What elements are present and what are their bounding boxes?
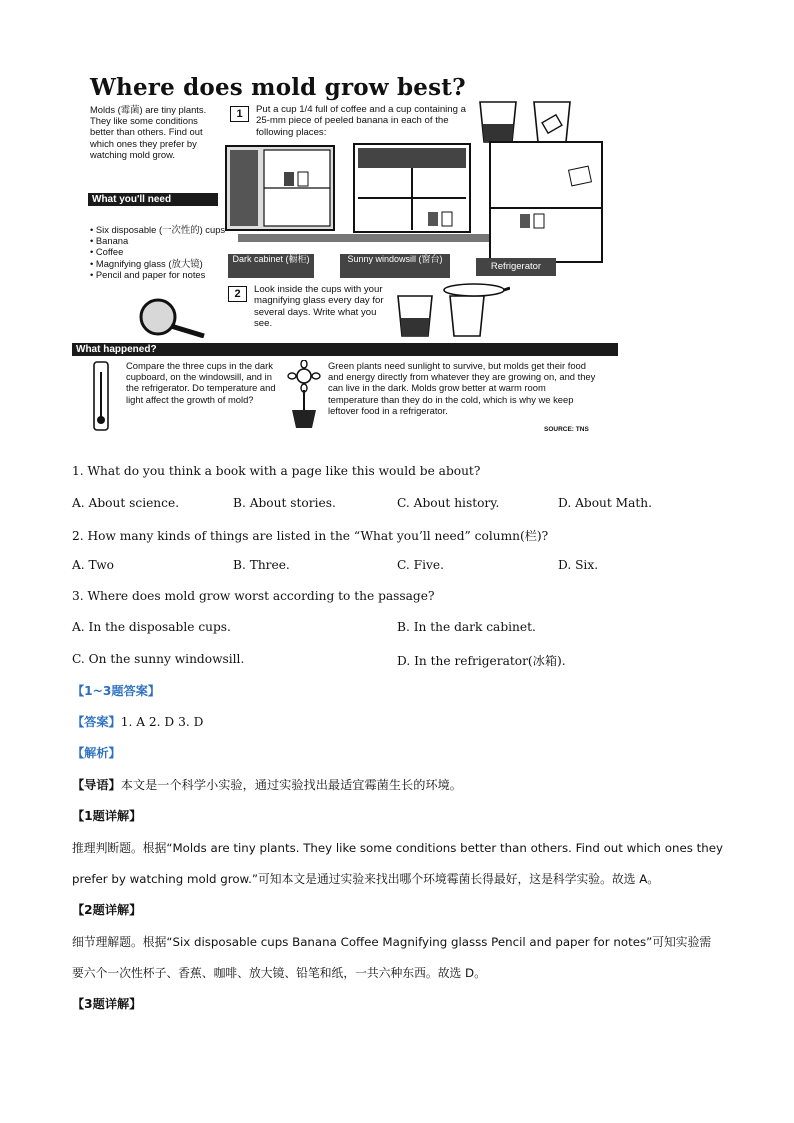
q2-option-b: B. Three. (233, 558, 290, 572)
need-header: What you'll need (88, 193, 218, 206)
thermometer-icon (90, 360, 112, 432)
q1-option-c: C. About history. (397, 496, 500, 510)
need-item: • Magnifying glass (放大镜) (90, 257, 203, 269)
q1-detail-line-2: prefer by watching mold grow.”可知本文是通过实验来找出哪个环境霉菌长得最好，这是科学实验。故选 A。 (72, 872, 660, 886)
guide-line: 【导语】本文是一个科学小实验，通过实验找出最适宜霉菌生长的环境。 (72, 778, 462, 792)
need-item: • Six disposable (一次性的) cups (90, 224, 226, 235)
question-3: 3. Where does mold grow worst according to the passage? (72, 589, 435, 603)
q2-option-a: A. Two (72, 558, 115, 572)
q2-detail-heading: 【2题详解】 (72, 903, 142, 917)
label-dark-cabinet: Dark cabinet (橱柜) (228, 254, 314, 278)
compare-text: Compare the three cups in the dark cupboard, on the windowsill, and in the refrigerator. Do temperature and light affect the growth of mold? (126, 360, 276, 405)
analysis-heading: 【解析】 (72, 746, 121, 760)
answer-values: 1. A 2. D 3. D (120, 715, 204, 729)
q2-detail-line-1: 细节理解题。根据“Six disposable cups Banana Coffee Magnifying glasss Pencil and paper for notes”可知实验需 (72, 935, 712, 949)
potted-flower-icon (282, 360, 326, 432)
q1-option-d: D. About Math. (558, 496, 653, 510)
question-1: 1. What do you think a book with a page like this would be about? (72, 464, 481, 478)
happened-header: What happened? (72, 343, 618, 356)
poster-intro: Molds (霉菌) are tiny plants. They like some conditions better than others. Find out which ones they prefer by watching mold grow. (90, 104, 207, 160)
q3-option-d: D. In the refrigerator(冰箱). (397, 654, 566, 668)
q3-option-c: C. On the sunny windowsill. (72, 652, 245, 666)
need-item: • Banana (90, 235, 129, 247)
answer-line: 【答案】1. A 2. D 3. D (72, 715, 204, 729)
q2-option-c: C. Five. (397, 558, 444, 572)
magnifying-glass-icon (134, 296, 214, 338)
poster-title: Where does mold grow best? (90, 74, 466, 101)
question-2: 2. How many kinds of things are listed in the “What you’ll need” column(栏)? (72, 529, 549, 543)
mold-experiment-poster (72, 68, 618, 440)
cups-under-magnifier-icon (390, 282, 510, 340)
q2-detail-line-2: 要六个一次性杯子、香蕉、咖啡、放大镜、铅笔和纸，一共六种东西。故选 D。 (72, 966, 486, 980)
q1-detail-line-1: 推理判断题。根据“Molds are tiny plants. They like some conditions better than others. Find out which ones they (72, 841, 723, 855)
step-1-number: 1 (230, 106, 249, 122)
need-list (90, 224, 225, 280)
q3-option-a: A. In the disposable cups. (72, 620, 231, 634)
step-2-text: Look inside the cups with your magnifying glass every day for several days. Write what you see. (254, 284, 384, 329)
q1-option-b: B. About stories. (233, 496, 336, 510)
q1-option-a: A. About science. (72, 496, 180, 510)
q3-detail-heading: 【3题详解】 (72, 997, 142, 1011)
answer-range-heading: 【1~3题答案】 (72, 684, 161, 698)
label-sunny-windowsill: Sunny windowsill (窗台) (340, 254, 450, 278)
green-plants-text: Green plants need sunlight to survive, but molds get their food and energy directly from whatever they are growing on, and they can live in the dark. Molds grow better at warm room temperature than they do in the cold, which is why we keep leftover food in a refrigerator. (328, 360, 596, 416)
q2-option-d: D. Six. (558, 558, 599, 572)
label-refrigerator: Refrigerator (476, 258, 556, 276)
q1-detail-heading: 【1题详解】 (72, 809, 142, 823)
step-2-number: 2 (228, 286, 247, 302)
q3-option-b: B. In the dark cabinet. (397, 620, 536, 634)
source-credit: SOURCE: TNS (544, 426, 589, 433)
step-1-text: Put a cup 1/4 full of coffee and a cup containing a 25-mm piece of peeled banana in each of the following places: (256, 104, 466, 138)
need-item: • Pencil and paper for notes (90, 268, 206, 280)
need-item: • Coffee (90, 246, 124, 258)
